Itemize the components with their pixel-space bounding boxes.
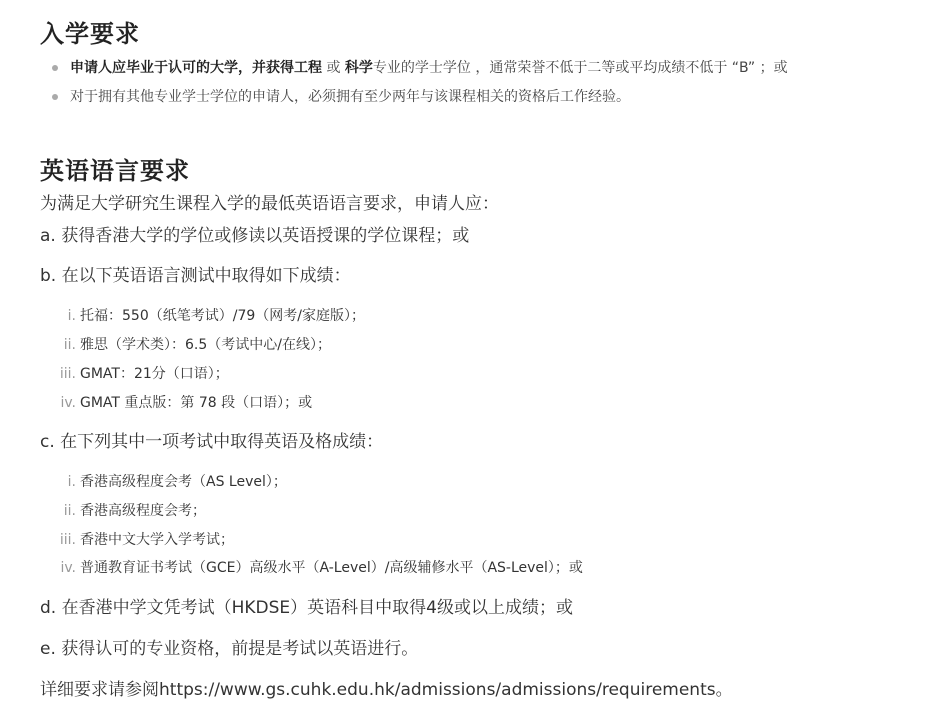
list-item-text: GMAT 重点版：第 78 段（口语）；或: [80, 395, 313, 411]
list-item: [56, 393, 312, 413]
list-item: [52, 58, 788, 87]
list-number: i.: [67, 474, 76, 490]
item-c: c. 在下列其中一项考试中取得英语及格成绩：: [40, 432, 384, 452]
item-e: e. 获得认可的专业资格，前提是考试以英语进行。: [40, 639, 419, 659]
list-item-text: GMAT：21分（口语）；: [80, 366, 229, 382]
list-number: ii.: [63, 337, 76, 353]
bullet-text: 对于拥有其他专业学士学位的申请人，必须拥有至少两年与该课程相关的资格后工作经验。: [70, 89, 630, 105]
list-item-text: 雅思（学术类）：6.5（考试中心/在线）；: [80, 337, 331, 353]
list-item-text: 香港高级程度会考（AS Level）；: [80, 474, 287, 490]
list-number: iv.: [60, 395, 76, 411]
bullet-bold-text: 申请人应毕业于认可的大学，并获得工程: [70, 60, 322, 76]
list-item: [56, 364, 229, 384]
admission-bullet-list: [52, 58, 788, 116]
list-item-text: 香港高级程度会考；: [80, 503, 206, 519]
list-number: ii.: [63, 503, 76, 519]
item-b: b. 在以下英语语言测试中取得如下成绩：: [40, 266, 351, 286]
item-d: d. 在香港中学文凭考试（HKDSE）英语科目中取得4级或以上成绩；或: [40, 598, 573, 618]
bullet-dot-icon: [52, 94, 58, 100]
bullet-bold-text-2: 科学: [344, 60, 373, 76]
heading-english-requirements: 英语语言要求: [40, 157, 190, 185]
list-item: [56, 472, 287, 492]
bullet-dot-icon: [52, 65, 58, 71]
footer-requirements-link-note: 详细要求请参阅https://www.gs.cuhk.edu.hk/admissions/admissions/requirements。: [40, 680, 733, 700]
list-item: [52, 87, 788, 116]
list-number: i.: [67, 308, 76, 324]
list-item-text: 普通教育证书考试（GCE）高级水平（A-Level）/高级辅修水平（AS-Level）；或: [80, 560, 583, 576]
item-a: a. 获得香港大学的学位或修读以英语授课的学位课程；或: [40, 226, 470, 246]
list-item: [56, 530, 234, 550]
bullet-rest-text: 专业的学士学位 ，通常荣誉不低于二等或平均成绩不低于 “B” ；或: [372, 60, 788, 76]
list-item-text: 香港中文大学入学考试；: [80, 532, 234, 548]
list-number: iv.: [60, 560, 76, 576]
list-item: [56, 335, 331, 355]
bullet-connector: 或: [322, 60, 345, 76]
list-item: [56, 558, 583, 578]
list-number: iii.: [59, 366, 76, 382]
list-item-text: 托福：550（纸笔考试）/79（网考/家庭版）；: [80, 308, 365, 324]
list-item: [56, 306, 365, 326]
list-number: iii.: [59, 532, 76, 548]
heading-admission-requirements: 入学要求: [40, 20, 140, 48]
english-intro: 为满足大学研究生课程入学的最低英语语言要求，申请人应：: [40, 194, 499, 214]
list-item: [56, 501, 206, 521]
